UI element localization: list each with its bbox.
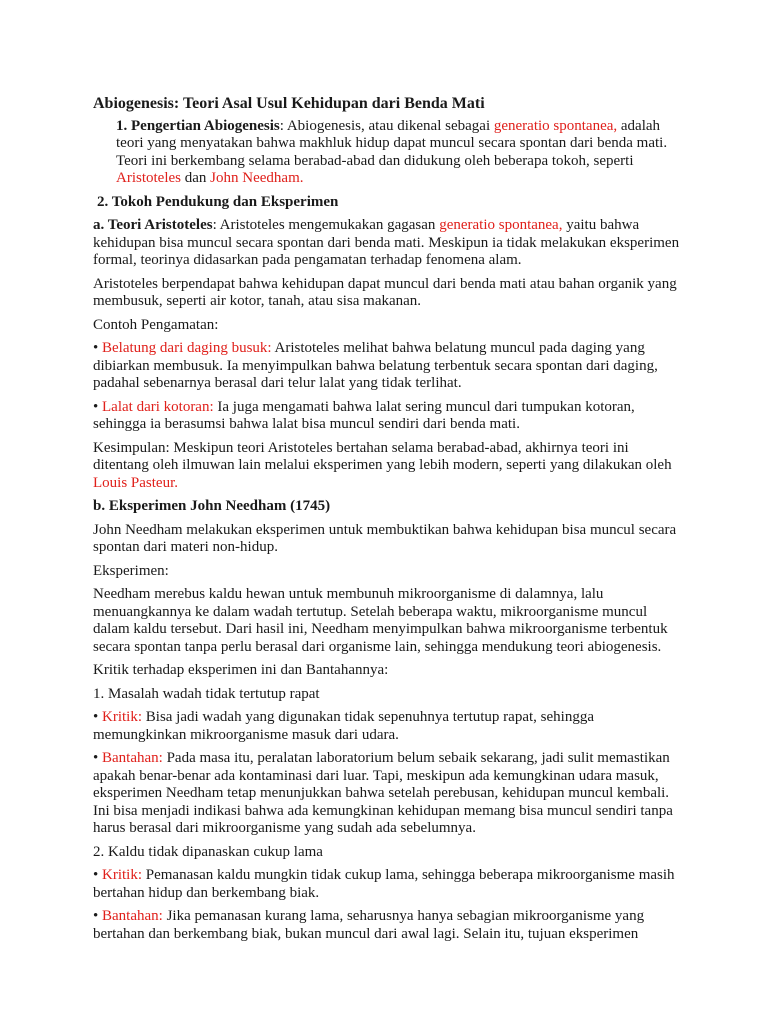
aristoteles-paragraph bbox=[93, 217, 683, 270]
experiment-label: Eksperimen: bbox=[93, 562, 169, 579]
section-2-heading: 2. Tokoh Pendukung dan Eksperimen bbox=[97, 193, 339, 210]
bullet-item bbox=[93, 709, 683, 744]
bullet-term: Lalat dari kotoran: bbox=[102, 398, 214, 415]
bullet-glyph: • bbox=[93, 340, 103, 356]
bullet-glyph: • bbox=[93, 398, 103, 415]
text-run: dan bbox=[181, 170, 211, 186]
bullet-glyph: • bbox=[93, 908, 103, 924]
bullet-term: Bantahan: bbox=[102, 750, 163, 766]
section-1-heading: 1. Pengertian Abiogenesis bbox=[116, 117, 280, 134]
observation-label: Contoh Pengamatan: bbox=[93, 316, 219, 333]
bullet-term: Bantahan: bbox=[102, 908, 163, 924]
highlight-generatio-spontanea: generatio spontanea, bbox=[493, 117, 618, 134]
conclusion-paragraph bbox=[93, 440, 683, 493]
bullet-item bbox=[93, 340, 683, 393]
highlight-louis-pasteur: Louis Pasteur. bbox=[93, 474, 178, 491]
bullet-text: Bisa jadi wadah yang digunakan tidak sepenuhnya tertutup rapat, sehingga memungkinkan mikroorganisme masuk dari udara. bbox=[93, 709, 594, 743]
bullet-term: Kritik: bbox=[102, 709, 143, 725]
issue-1-heading: 1. Masalah wadah tidak tertutup rapat bbox=[93, 685, 320, 702]
bullet-term: Kritik: bbox=[102, 867, 143, 883]
section-1-paragraph bbox=[93, 118, 683, 188]
text-run: Kesimpulan: Meskipun teori Aristoteles bertahan selama berabad-abad, akhirnya teori ini ditentang oleh ilmuwan lain melalui eksperimen yang lebih modern, seperti yang dilakukan oleh bbox=[93, 439, 672, 473]
experiment-paragraph: Needham merebus kaldu hewan untuk membunuh mikroorganisme di dalamnya, lalu menuangkannya ke dalam wadah tertutup. Setelah beberapa waktu, mikroorganisme muncul dalam kaldu tersebut. Dari hasil ini, Needham menyimpulkan bahwa mikroorganisme terbentuk secara spontan tanpa perlu berasal dari organisme lain, sehingga mendukung teori abiogenesis. bbox=[93, 586, 668, 655]
bullet-glyph: • bbox=[93, 709, 103, 725]
bullet-item bbox=[93, 750, 683, 838]
bullet-text: Pada masa itu, peralatan laboratorium belum sebaik sekarang, jadi sulit memastikan apakah benar-benar ada kontaminasi dari luar. Tapi, meskipun ada kemungkinan udara masuk, eksperimen Needham tetap menunjukkan bahwa setelah perebusan, kehidupan muncul kembali. Ini bisa menjadi indikasi bahwa ada kemungkinan kehidupan memang bisa muncul sendiri tanpa harus berasal dari mikroorganisme yang sudah ada sebelumnya. bbox=[93, 750, 673, 836]
bullet-text: Ia juga mengamati bahwa lalat sering muncul dari tumpukan kotoran, sehingga ia berasumsi bahwa lalat bisa muncul sendiri dari benda mati. bbox=[93, 398, 635, 432]
issue-2-heading: 2. Kaldu tidak dipanaskan cukup lama bbox=[93, 843, 323, 860]
bullet-glyph: • bbox=[93, 750, 103, 766]
bullet-glyph: • bbox=[93, 867, 103, 883]
critique-intro: Kritik terhadap eksperimen ini dan Bantahannya: bbox=[93, 662, 389, 678]
aristoteles-opinion-paragraph: Aristoteles berpendapat bahwa kehidupan dapat muncul dari benda mati atau bahan organik yang membusuk, seperti air kotor, tanah, atau sisa makanan. bbox=[93, 275, 677, 309]
bullet-item bbox=[93, 867, 683, 902]
bullet-text: Aristoteles melihat bahwa belatung muncul pada daging yang dibiarkan membusuk. Ia menyimpulkan bahwa belatung terbentuk secara spontan dari daging, padahal sebenarnya berasal dari telur lalat yang tidak terlihat. bbox=[93, 340, 658, 391]
text-run: : Abiogenesis, atau dikenal sebagai bbox=[279, 117, 494, 134]
highlight-generatio-spontanea: generatio spontanea, bbox=[439, 217, 563, 233]
text-run: : Aristoteles mengemukakan gagasan bbox=[212, 217, 440, 233]
bullet-item bbox=[93, 908, 683, 943]
bullet-item bbox=[93, 399, 683, 434]
document-body bbox=[93, 95, 683, 949]
bullet-text: Jika pemanasan kurang lama, seharusnya hanya sebagian mikroorganisme yang bertahan dan berkembang biak, bukan muncul dari awal lagi. Selain itu, tujuan eksperimen bbox=[93, 908, 645, 942]
aristoteles-heading: a. Teori Aristoteles bbox=[93, 217, 213, 233]
bullet-term: Belatung dari daging busuk: bbox=[102, 340, 272, 356]
text-run: yaitu bahwa kehidupan bisa muncul secara spontan dari benda mati. Meskipun ia tidak melakukan eksperimen formal, teorinya didasarkan pada pengamatan terhadap fenomena alam. bbox=[93, 217, 680, 268]
highlight-aristoteles: Aristoteles bbox=[116, 170, 181, 186]
needham-intro-paragraph: John Needham melakukan eksperimen untuk membuktikan bahwa kehidupan bisa muncul secara spontan dari materi non-hidup. bbox=[93, 521, 677, 555]
document-title: Abiogenesis: Teori Asal Usul Kehidupan dari Benda Mati bbox=[93, 95, 485, 112]
needham-heading: b. Eksperimen John Needham (1745) bbox=[93, 498, 331, 514]
text-run: adalah teori yang menyatakan bahwa makhluk hidup dapat muncul secara spontan dari benda mati. Teori ini berkembang selama berabad-abad dan didukung oleh beberapa tokoh, seperti bbox=[116, 117, 668, 169]
bullet-text: Pemanasan kaldu mungkin tidak cukup lama, sehingga beberapa mikroorganisme masih bertahan hidup dan berkembang biak. bbox=[93, 867, 675, 901]
highlight-john-needham: John Needham. bbox=[210, 170, 304, 186]
